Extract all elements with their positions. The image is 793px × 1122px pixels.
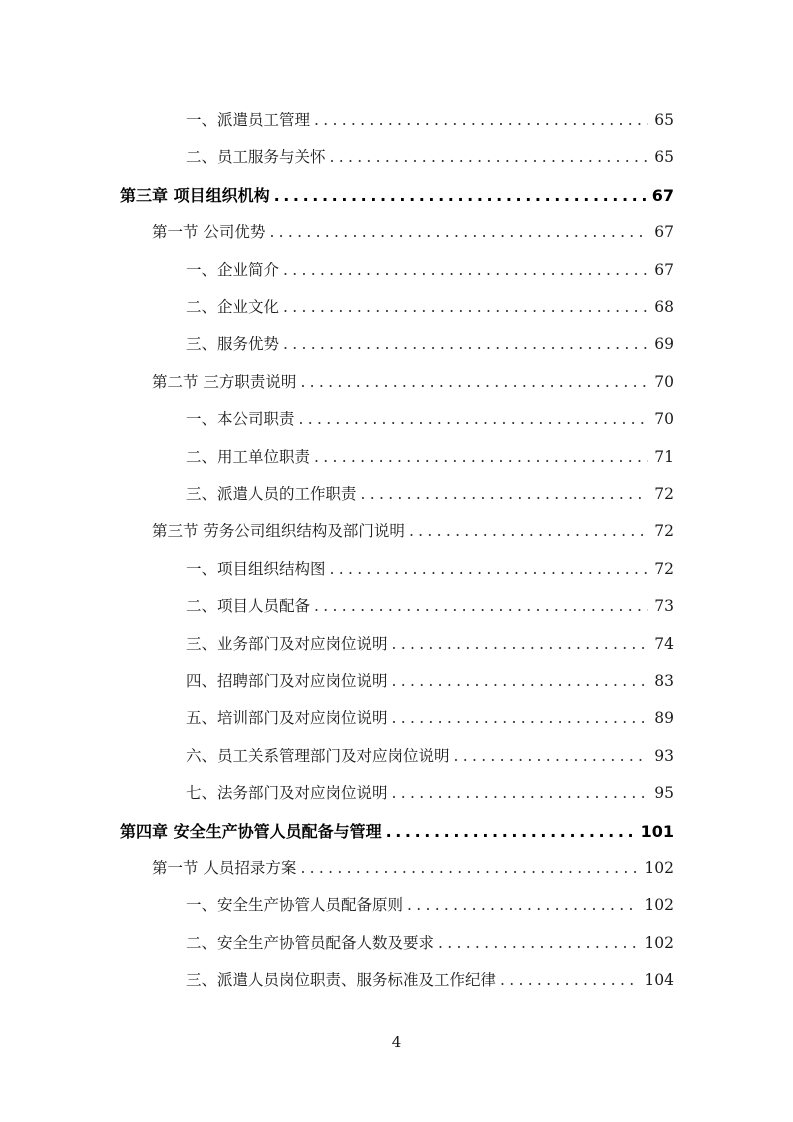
page-number: 4 [391, 1033, 402, 1051]
toc-dot-leader [409, 522, 648, 540]
toc-dot-leader [314, 597, 648, 615]
toc-entry-page: 65 [654, 111, 674, 129]
toc-entry-item[interactable] [186, 781, 674, 803]
toc-dot-leader [392, 709, 649, 727]
toc-dot-leader [283, 261, 648, 279]
toc-entry-item[interactable] [186, 145, 674, 167]
toc-entry-label: 六、员工关系管理部门及对应岗位说明 [186, 746, 450, 765]
toc-entry-page: 69 [654, 335, 674, 354]
toc-dot-leader [500, 971, 638, 989]
toc-entry-label: 二、企业文化 [186, 298, 280, 316]
toc-entry-label: 第一节 公司优势 [152, 223, 266, 242]
toc-entry-label: 三、服务优势 [186, 335, 280, 354]
toc-dot-leader [361, 485, 649, 503]
toc-entry-page: 104 [644, 971, 674, 990]
toc-entry-item[interactable] [186, 893, 674, 915]
toc-dot-leader [283, 335, 648, 353]
toc-dot-leader [299, 410, 649, 428]
toc-entry-item[interactable] [186, 407, 674, 429]
toc-entry-label: 七、法务部门及对应岗位说明 [186, 784, 388, 803]
toc-entry-page: 71 [654, 447, 674, 466]
toc-entry-page: 67 [651, 185, 674, 205]
toc-entry-section[interactable] [152, 370, 674, 392]
toc-dot-leader [407, 896, 638, 914]
toc-entry-page: 65 [654, 148, 674, 167]
toc-dot-leader [300, 859, 638, 877]
toc-dot-leader [392, 784, 649, 802]
toc-entry-chapter[interactable] [120, 183, 674, 206]
toc-entry-item[interactable] [186, 931, 674, 953]
toc-dot-leader [314, 448, 648, 466]
toc-entry-label: 二、安全生产协管员配备人数及要求 [186, 933, 435, 952]
toc-entry-page: 67 [654, 223, 674, 242]
toc-entry-item[interactable] [186, 445, 674, 467]
toc-entry-item[interactable] [186, 669, 674, 691]
toc-entry-page: 83 [654, 672, 674, 690]
toc-entry-item[interactable] [186, 968, 674, 990]
toc-entry-section[interactable] [152, 519, 674, 541]
toc-entry-page: 70 [654, 410, 674, 429]
toc-dot-leader [274, 186, 646, 205]
toc-dot-leader [454, 747, 649, 765]
toc-entry-page: 102 [644, 859, 674, 877]
toc-entry-label: 一、本公司职责 [186, 410, 295, 429]
toc-dot-leader [330, 148, 649, 166]
toc-entry-label: 三、派遣人员的工作职责 [186, 485, 357, 503]
toc-dot-leader [283, 298, 648, 316]
toc-entry-page: 74 [654, 634, 674, 653]
toc-entry-item[interactable] [186, 482, 674, 504]
toc-dot-leader [438, 934, 638, 952]
toc-entry-item[interactable] [186, 332, 674, 354]
toc-dot-leader [269, 223, 648, 241]
toc-entry-label: 第一节 人员招录方案 [152, 859, 297, 877]
toc-dot-leader [314, 111, 648, 129]
toc-entry-page: 67 [654, 260, 674, 279]
toc-entry-page: 102 [644, 896, 674, 915]
toc-entry-label: 第二节 三方职责说明 [152, 372, 297, 391]
toc-entry-page: 93 [654, 746, 674, 765]
toc-entry-item[interactable] [186, 632, 674, 654]
toc-dot-leader [392, 635, 649, 653]
toc-entry-page: 95 [654, 784, 674, 803]
toc-entry-label: 一、企业简介 [186, 260, 280, 279]
toc-entry-page: 89 [654, 709, 674, 728]
toc-entry-page: 102 [644, 933, 674, 952]
toc-entry-page: 68 [654, 298, 674, 316]
toc-entry-page: 72 [654, 485, 674, 503]
toc-dot-leader [330, 560, 649, 578]
toc-entry-label: 一、派遣员工管理 [186, 111, 311, 129]
toc-entry-page: 101 [640, 821, 674, 841]
toc-dot-leader [386, 822, 635, 841]
toc-entry-label: 五、培训部门及对应岗位说明 [186, 709, 388, 728]
toc-entry-label: 三、业务部门及对应岗位说明 [186, 634, 388, 653]
toc-entry-section[interactable] [152, 856, 674, 878]
toc-entry-label: 二、员工服务与关怀 [186, 148, 326, 167]
toc-entry-item[interactable] [186, 744, 674, 766]
toc-entry-item[interactable] [186, 557, 674, 579]
toc-entry-label: 三、派遣人员岗位职责、服务标准及工作纪律 [186, 971, 497, 990]
toc-entry-page: 73 [654, 597, 674, 616]
toc-entry-section[interactable] [152, 220, 674, 242]
toc-entry-label: 第三章 项目组织机构 [120, 185, 270, 205]
toc-entry-item[interactable] [186, 108, 674, 130]
toc-dot-leader [392, 672, 649, 690]
toc-entry-chapter[interactable] [120, 819, 674, 842]
toc-entry-page: 70 [654, 372, 674, 391]
toc-entry-item[interactable] [186, 594, 674, 616]
toc-entry-item[interactable] [186, 295, 674, 317]
toc-entry-label: 第三节 劳务公司组织结构及部门说明 [152, 522, 405, 541]
toc-entry-page: 72 [654, 522, 674, 541]
toc-entry-label: 四、招聘部门及对应岗位说明 [186, 672, 388, 690]
toc-entry-page: 72 [654, 559, 674, 578]
toc-entry-label: 一、项目组织结构图 [186, 559, 326, 578]
toc-entry-label: 二、用工单位职责 [186, 447, 311, 466]
toc-entry-item[interactable] [186, 706, 674, 728]
toc-entry-label: 二、项目人员配备 [186, 597, 311, 616]
toc-entry-label: 第四章 安全生产协管人员配备与管理 [120, 821, 382, 841]
toc-entry-item[interactable] [186, 258, 674, 280]
toc-entry-label: 一、安全生产协管人员配备原则 [186, 896, 404, 915]
toc-dot-leader [300, 373, 648, 391]
